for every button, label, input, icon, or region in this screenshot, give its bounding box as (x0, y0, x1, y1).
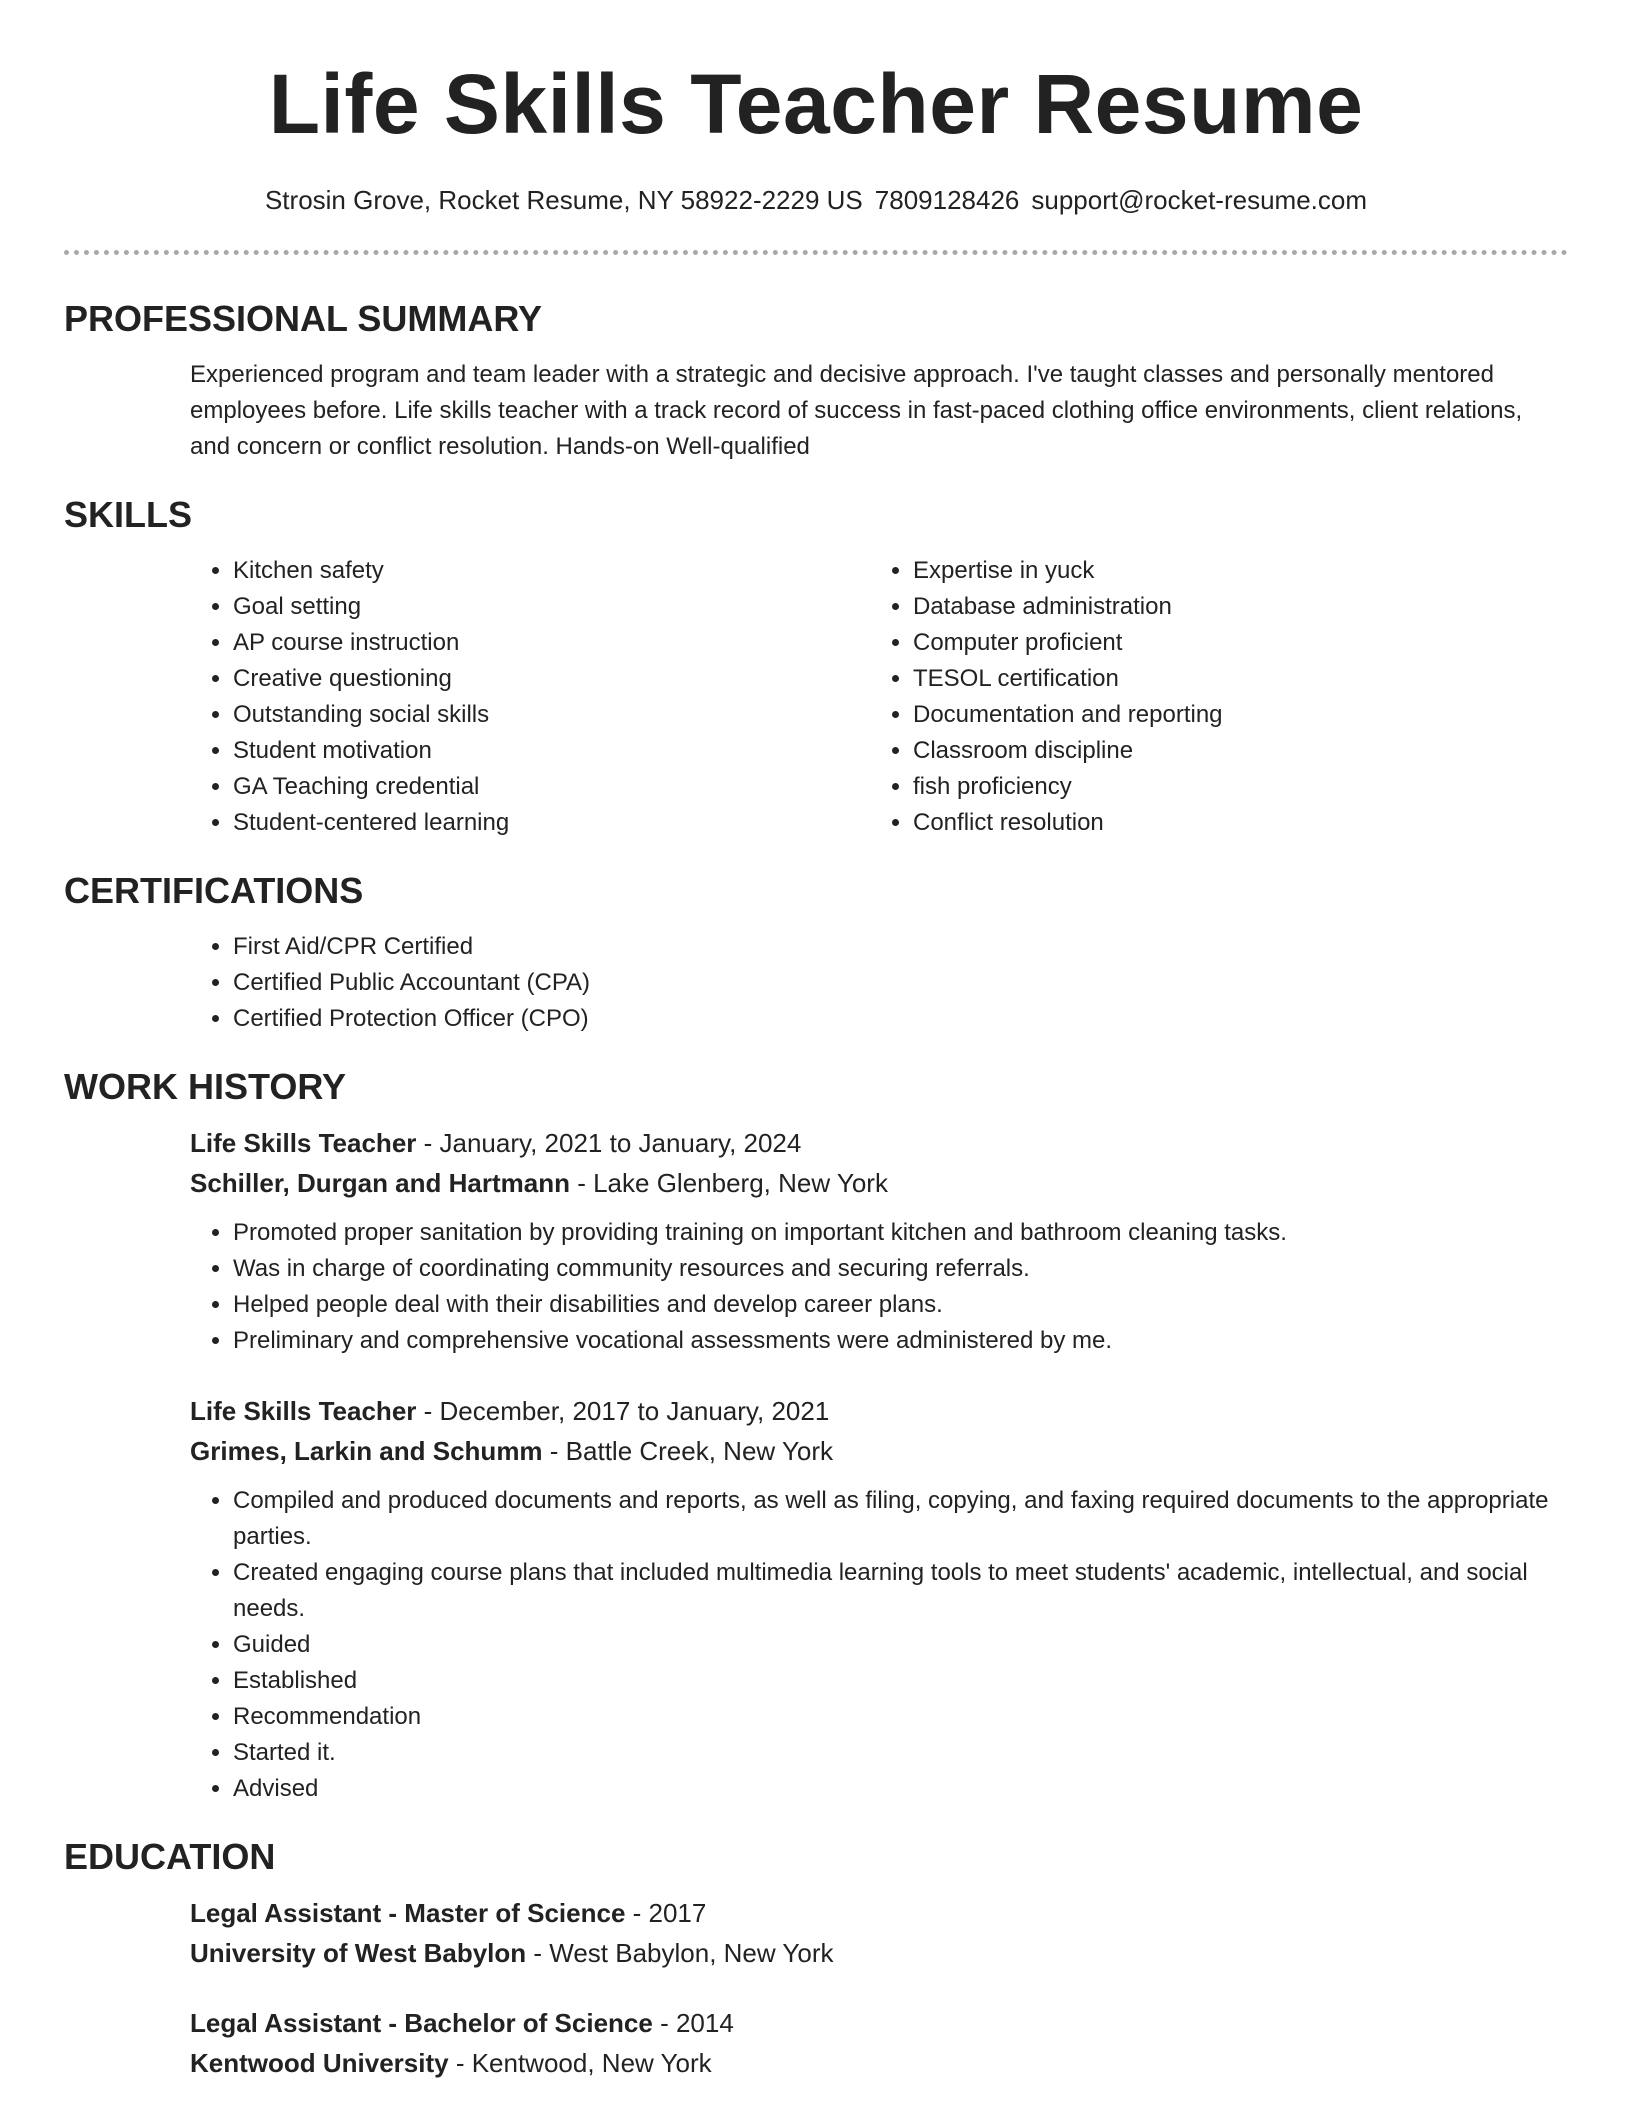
contact-address: Strosin Grove, Rocket Resume, NY 58922-2229 US (264, 185, 863, 215)
job-title-line (190, 1123, 1568, 1163)
education-year: - 2017 (625, 1898, 707, 1928)
summary-heading: PROFESSIONAL SUMMARY (64, 298, 543, 339)
skill-item: • Expertise in yuck (913, 553, 1550, 589)
skills-grid (64, 553, 1568, 841)
job-company-line (190, 1431, 1568, 1471)
job-bullet: • Advised (233, 1771, 1568, 1807)
job-bullet: • Guided (233, 1627, 1568, 1663)
education-degree-line (190, 2003, 1568, 2043)
education-school: Kentwood University (190, 2048, 449, 2078)
job-entry (64, 1123, 1568, 1359)
job-company-line (190, 1163, 1568, 1203)
education-year: - 2014 (652, 2008, 734, 2038)
job-location: - Lake Glenberg, New York (569, 1168, 888, 1198)
contact-phone: 7809128426 (874, 185, 1020, 215)
skills-column-right (870, 553, 1550, 841)
education-entry (64, 2003, 1568, 2083)
job-dates: - December, 2017 to January, 2021 (416, 1396, 830, 1426)
job-title: Life Skills Teacher (190, 1128, 417, 1158)
job-bullet: • Was in charge of coordinating community resources and securing referrals. (233, 1251, 1568, 1287)
job-bullet: • Compiled and produced documents and reports, as well as filing, copying, and faxing required documents to the appropriate parties. (233, 1483, 1568, 1555)
skill-item: • Database administration (913, 589, 1550, 625)
education-school: University of West Babylon (190, 1938, 527, 1968)
page-title: Life Skills Teacher Resume (268, 57, 1364, 151)
skill-item: • Kitchen safety (233, 553, 870, 589)
job-title-line (190, 1391, 1568, 1431)
header-divider (64, 250, 1568, 255)
job-bullet: • Helped people deal with their disabilities and develop career plans. (233, 1287, 1568, 1323)
job-bullet: • Created engaging course plans that included multimedia learning tools to meet students' academic, intellectual, and social needs. (233, 1555, 1568, 1627)
certifications-heading: CERTIFICATIONS (64, 870, 364, 911)
job-entry (64, 1391, 1568, 1807)
contact-email: support@rocket-resume.com (1031, 185, 1368, 215)
skill-item: • GA Teaching credential (233, 769, 870, 805)
work-history-heading: WORK HISTORY (64, 1066, 347, 1107)
job-bullet: • Established (233, 1663, 1568, 1699)
certification-item: • Certified Public Accountant (CPA) (233, 965, 1568, 1001)
skills-column-left (190, 553, 870, 841)
education-school-line (190, 2043, 1568, 2083)
education-location: - Kentwood, New York (448, 2048, 712, 2078)
job-bullet: • Promoted proper sanitation by providing training on important kitchen and bathroom cleaning tasks. (233, 1215, 1568, 1251)
skill-item: • fish proficiency (913, 769, 1550, 805)
education-heading: EDUCATION (64, 1836, 276, 1877)
education-degree: Legal Assistant - Master of Science (190, 1898, 626, 1928)
education-location: - West Babylon, New York (526, 1938, 834, 1968)
education-degree-line (190, 1893, 1568, 1933)
skill-item: • Creative questioning (233, 661, 870, 697)
skill-item: • Documentation and reporting (913, 697, 1550, 733)
job-company: Schiller, Durgan and Hartmann (190, 1168, 570, 1198)
skill-item: • Classroom discipline (913, 733, 1550, 769)
skill-item: • Student motivation (233, 733, 870, 769)
job-bullet: • Started it. (233, 1735, 1568, 1771)
skill-item: • Conflict resolution (913, 805, 1550, 841)
education-degree: Legal Assistant - Bachelor of Science (190, 2008, 653, 2038)
skill-item: • AP course instruction (233, 625, 870, 661)
job-dates: - January, 2021 to January, 2024 (416, 1128, 802, 1158)
skill-item: • Computer proficient (913, 625, 1550, 661)
education-school-line (190, 1933, 1568, 1973)
education-entry (64, 1893, 1568, 1973)
skill-item: • Student-centered learning (233, 805, 870, 841)
skills-heading: SKILLS (64, 494, 193, 535)
certification-item: • First Aid/CPR Certified (233, 929, 1568, 965)
skill-item: • TESOL certification (913, 661, 1550, 697)
job-company: Grimes, Larkin and Schumm (190, 1436, 543, 1466)
job-location: - Battle Creek, New York (542, 1436, 834, 1466)
summary-text: Experienced program and team leader with a strategic and decisive approach. I've taught classes and personally mentored employees before. Life skills teacher with a track record of success in fast-paced clothing office environments, client relations, and concern or conflict resolution. Hands-on Well-qualified (190, 361, 1523, 460)
contact-line (64, 184, 1568, 216)
job-title: Life Skills Teacher (190, 1396, 417, 1426)
job-bullet: • Preliminary and comprehensive vocational assessments were administered by me. (233, 1323, 1568, 1359)
skill-item: • Goal setting (233, 589, 870, 625)
job-bullet: • Recommendation (233, 1699, 1568, 1735)
certification-item: • Certified Protection Officer (CPO) (233, 1001, 1568, 1037)
skill-item: • Outstanding social skills (233, 697, 870, 733)
